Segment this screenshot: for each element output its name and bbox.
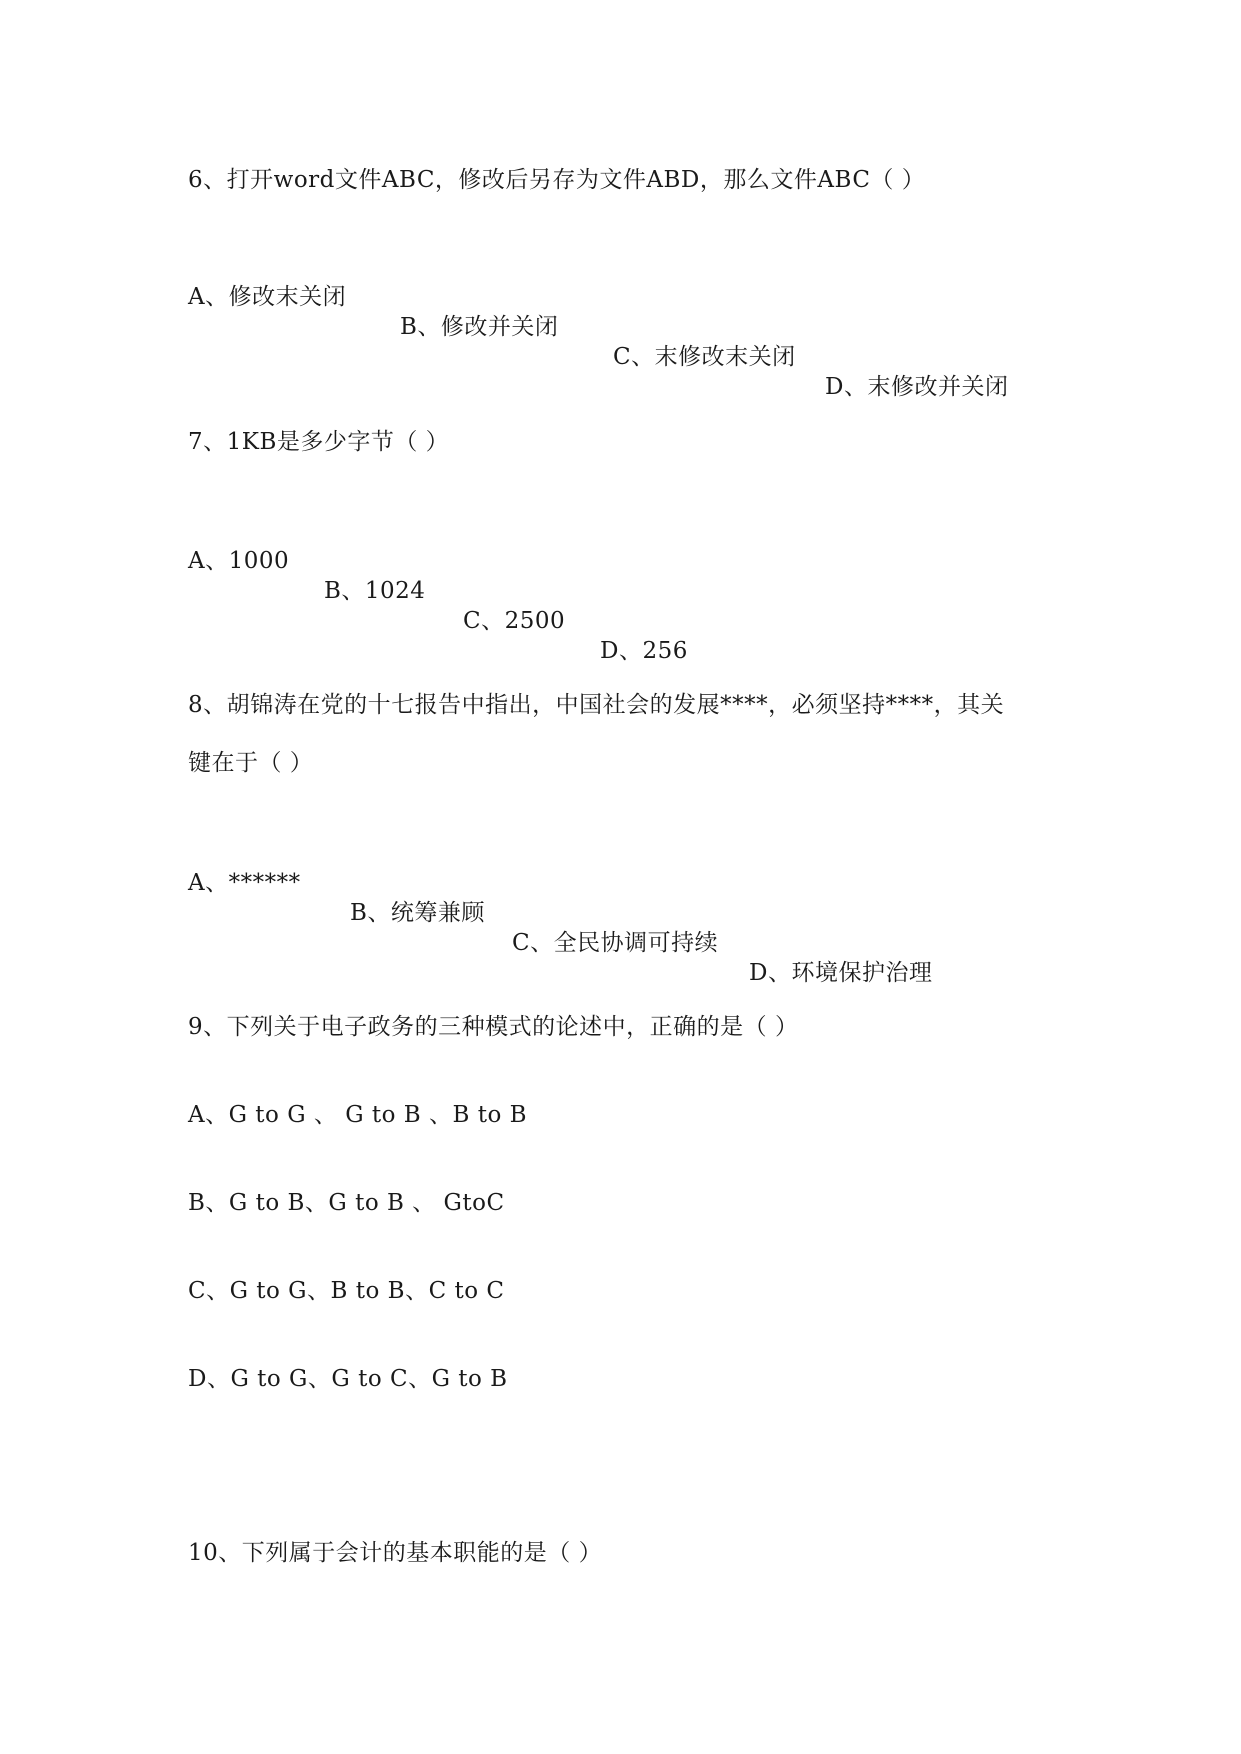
question-7-option-a: A、1000 xyxy=(188,548,290,574)
question-7-option-d: D、256 xyxy=(600,638,688,664)
question-7-options xyxy=(0,516,1241,696)
question-7-stem: 7、1KB是多少字节（ ） xyxy=(188,429,450,455)
question-8-option-b: B、统筹兼顾 xyxy=(350,900,485,926)
question-9-option-c: C、G to G、B to B、C to C xyxy=(188,1278,505,1304)
question-9-stem: 9、下列关于电子政务的三种模式的论述中，正确的是（ ） xyxy=(188,1014,799,1040)
question-9-option-d: D、G to G、G to C、G to B xyxy=(188,1366,508,1392)
question-10-stem: 10、下列属于会计的基本职能的是（ ） xyxy=(188,1540,603,1566)
question-9-option-a: A、G to G 、 G to B 、B to B xyxy=(188,1102,528,1128)
question-6-options xyxy=(0,252,1241,432)
question-8-option-c: C、全民协调可持续 xyxy=(512,930,719,956)
question-6-option-a: A、修改末关闭 xyxy=(188,284,347,310)
question-8-stem-line-2: 键在于（ ） xyxy=(188,750,314,776)
question-6-option-b: B、修改并关闭 xyxy=(400,314,559,340)
question-7-option-c: C、2500 xyxy=(463,608,566,634)
question-6-option-c: C、末修改末关闭 xyxy=(613,344,796,370)
question-8-options xyxy=(0,838,1241,1018)
question-6-stem: 6、打开word文件ABC，修改后另存为文件ABD，那么文件ABC（ ） xyxy=(188,167,926,193)
question-6-option-d: D、末修改并关闭 xyxy=(825,374,1009,400)
question-7-option-b: B、1024 xyxy=(324,578,426,604)
question-8-option-a: A、****** xyxy=(188,870,301,896)
question-8-option-d: D、环境保护治理 xyxy=(749,960,933,986)
question-9-option-b: B、G to B、G to B 、 GtoC xyxy=(188,1190,505,1216)
question-8-stem-line-1: 8、胡锦涛在党的十七报告中指出，中国社会的发展****，必须坚持****，其关 xyxy=(188,692,1005,718)
